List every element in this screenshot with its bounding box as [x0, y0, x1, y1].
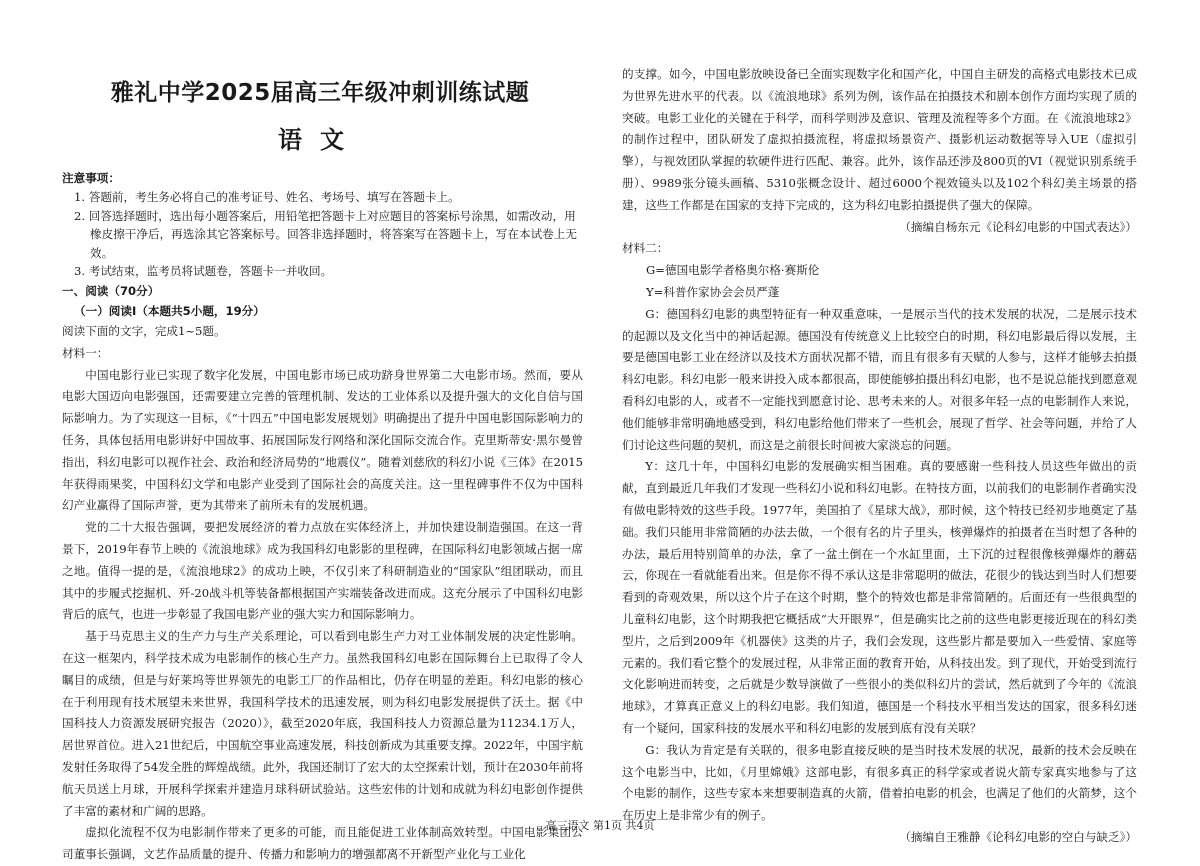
material-1-paragraph-start: 虚拟化流程不仅为电影制作带来了更多的可能，而且能促进工业体制高效转型。中国电影集团公司董事长强调，文艺作品质量的提升、传播力和影响力的增强都离不开新型产业化与工业化 [62, 825, 583, 862]
note-item-2: 2. 回答选择题时，选出每小题答案后，用铅笔把答题卡上对应题目的答案标号涂黑，如需改动，用橡皮擦干净后，再选涂其它答案标号。回答非选择题时，将答案写在答题卡上，写在本试卷上无效。 [74, 208, 577, 260]
section-heading: 一、阅读（70分） [62, 283, 160, 298]
material-2-role-g: G=德国电影学者格奥尔格·赛斯伦 [646, 263, 820, 278]
material-2-source: （摘编自王雅静《论科幻电影的空白与缺乏》） [899, 829, 1137, 844]
reading-instruction: 阅读下面的文字，完成1~5题。 [62, 323, 226, 338]
note-item-1: 1. 答题前，考生务必将自己的准考证号、姓名、考场号、填写在答题卡上。 [74, 190, 460, 204]
note-item-3: 3. 考试结束，监考员将试题卷，答题卡一并收回。 [74, 264, 333, 279]
material-1-label: 材料一： [62, 345, 109, 360]
material-1-paragraph: 党的二十大报告强调，要把发展经济的着力点放在实体经济上，并加快建设制造强国。在这一背景下，2019年春节上映的《流浪地球》成为我国科幻电影影的里程碑，在国际科幻电影领域占据一席之地。值得一提的是，《流浪地球2》的成功上映，不仅引来了科研制造业的“国家队”组团联动，而且其中的步履式挖掘机、歼-20战斗机等装备都根据国产实端装备改进而成。这充分展示了中国科幻电影背后的底气，也进一步彰显了我国电影产业的强大实力和国际影响力。 [62, 520, 583, 622]
material-2-paragraph: G：德国科幻电影的典型特征有一种双重意味，一是展示当代的技术发展的状况，二是展示技术的起源以及文化当中的神话起源。德国没有传统意义上比较空白的时期，科幻电影最后得以发展，主要是德国电影工业在经济以及技术方面状况都不错，而且有很多有天赋的人参与，这样才能够去拍摄科幻电影。科幻电影一般来讲投入成本都很高，即使能够拍摄出科幻电影，也不是说总能找到愿意观看科幻电影的人，或者不一定能找到愿意讨论、思考未来的人。对很多年轻一点的电影制作人来说，他们能够非常明确地感受到，科幻电影给他们带来了一些机会，展现了哲学、社会等问题，并给了人们讨论这些问题的契机，而这是之前很长时间被大家淡忘的问题。 [622, 306, 1137, 452]
subject-title: 语文 [278, 126, 362, 154]
exam-title: 雅礼中学2025届高三年级冲刺训练试题 [110, 80, 530, 106]
material-2-paragraph: Y：这几十年，中国科幻电影的发展确实相当困难。真的要感谢一些科技人员这些年做出的贡献，直到最近几年我们才发现一些科幻小说和科幻电影。在特技方面，以前我们的电影制作者确实没有做电影特效的这些手段。1977年，美国拍了《星球大战》，那时候，这个特技已经初步地奠定了基础。我们只能用非常简陋的办法去做，一个很有名的片子里头，核弹爆炸的拍摄者在当时想了各种的办法，最后用特别简单的办法，拿了一盆土倒在一个水缸里面，土下沉的过程很像核弹爆炸的蘑菇云，你现在一看就能看出来。但是你不得不承认这是非常聪明的做法，花很少的钱达到当时人们想要看到的奇观效果，所以这个片子在这个时期，整个的特效也都是非常简陋的。后面还有一些很典型的儿童科幻电影，这个时期我把它概括成“大开眼界”，但是确实比之前的这些电影更接近现在的科幻类型片，之后到2009年《机器侠》这类的片子，我们会发现，这些影片都是要加入一些爱情、家庭等元素的。我们看它整个的发展过程，从非常正面的教育开始，从科技出发。到了现代，开始受到流行文化影响进而转变，之后就是少数导演做了一些很小的类似科幻片的尝试，然后就到了今年的《流浪地球》，才算真正意义上的科幻电影。我们知道，德国是一个科技水平相当发达的国家，很多科幻迷有一个疑问，国家科技的发展水平和科幻电影的发展到底有没有关联？ [622, 459, 1137, 735]
material-2-role-y: Y=科普作家协会会员严蓬 [646, 284, 780, 299]
right-column [622, 64, 1137, 849]
material-2-paragraph: G：我认为肯定是有关联的，很多电影直接反映的是当时技术发展的状况，最新的技术会反映在这个电影当中，比如，《月里嫦娥》这部电影，有很多真正的科学家或者说火箭专家真实地参与了这个电影的制作，这些专家本来想要制造真的火箭，借着拍电影的机会，也满足了他们的火箭梦，这个在历史上是非常少有的例子。 [622, 742, 1137, 823]
material-1-paragraph: 基于马克思主义的生产力与生产关系理论，可以看到电影生产力对工业体制发展的决定性影响。在这一框架内，科学技术成为电影制作的核心生产力。虽然我国科幻电影在国际舞台上已取得了令人瞩目的成绩，但是与好莱坞等世界领先的电影工厂的作品相比，仍存在明显的差距。科幻电影的核心在于利用现有技术展望未来世界，我国科学技术的迅速发展，则为科幻电影发展提供了沃土。据《中国科技人力资源发展研究报告（2020）》，截至2020年底，我国科技人力资源总量为11234.1万人，居世界首位。进入21世纪后，中国航空事业高速发展，科技创新成为其重要支撑。2022年，中国宇航发射任务取得了54发全胜的辉煌战绩。此外，我国还制订了宏大的太空探索计划，预计在2030年前将航天员送上月球，开展科学探索并建造月球科研试验站。这些宏伟的计划和成就为科幻电影创作提供了丰富的素材和广阔的思路。 [62, 629, 583, 818]
material-1-paragraph-continued: 的支撑。如今，中国电影放映设备已全面实现数字化和国产化，中国自主研发的高格式电影技术已成为世界先进水平的代表。以《流浪地球》系列为例，该作品在拍摄技术和剧本创作方面均实现了质的突破。电影工业化的关键在于科学，而科学则涉及意识、管理及流程等多个方面。在《流浪地球2》的制作过程中，团队研发了虚拟拍摄流程，将虚拟场景资产、摄影机运动数据等导入UE（虚拟引擎），与视效团队掌握的软硬件进行匹配、兼容。此外，该作品还涉及800页的VI（视觉识别系统手册）、9989张分镜头画稿、5310张概念设计、超过6000个视效镜头以及102个科幻美主场景的搭建，这些工作都是在国家的支持下完成的，这为科幻电影拍摄提供了强大的保障。 [622, 67, 1137, 212]
material-2-label: 材料二： [622, 241, 669, 256]
page-footer: 高三语文 第1页 共4页 [545, 819, 655, 832]
sub-section-heading: （一）阅读Ⅰ（本题共5小题，19分） [74, 303, 265, 318]
material-1-source: （摘编自杨东元《论科幻电影的中国式表达》） [899, 219, 1137, 234]
left-column [62, 168, 583, 866]
material-1-paragraph: 中国电影行业已实现了数字化发展，中国电影市场已成功跻身世界第二大电影市场。然而，要从电影大国迈向电影强国，还需要建立完善的管理机制、发达的工业体系以及提升强大的文化自信与国际影响力。为了实现这一目标，《“十四五”中国电影发展规划》明确提出了提升中国电影国际影响力的任务，具体包括用电影讲好中国故事、拓展国际发行网络和深化国际交流合作。克里斯蒂安·黑尔曼曾指出，科幻电影可以视作社会、政治和经济局势的“地震仪”。随着刘慈欣的科幻小说《三体》在2015年获得雨果奖，中国科幻文学和电影产业受到了国际社会的高度关注。这一里程碑事件不仅为中国科幻产业赢得了国际声誉，更为其带来了前所未有的发展机遇。 [62, 367, 583, 513]
notes-heading: 注意事项： [62, 171, 120, 185]
